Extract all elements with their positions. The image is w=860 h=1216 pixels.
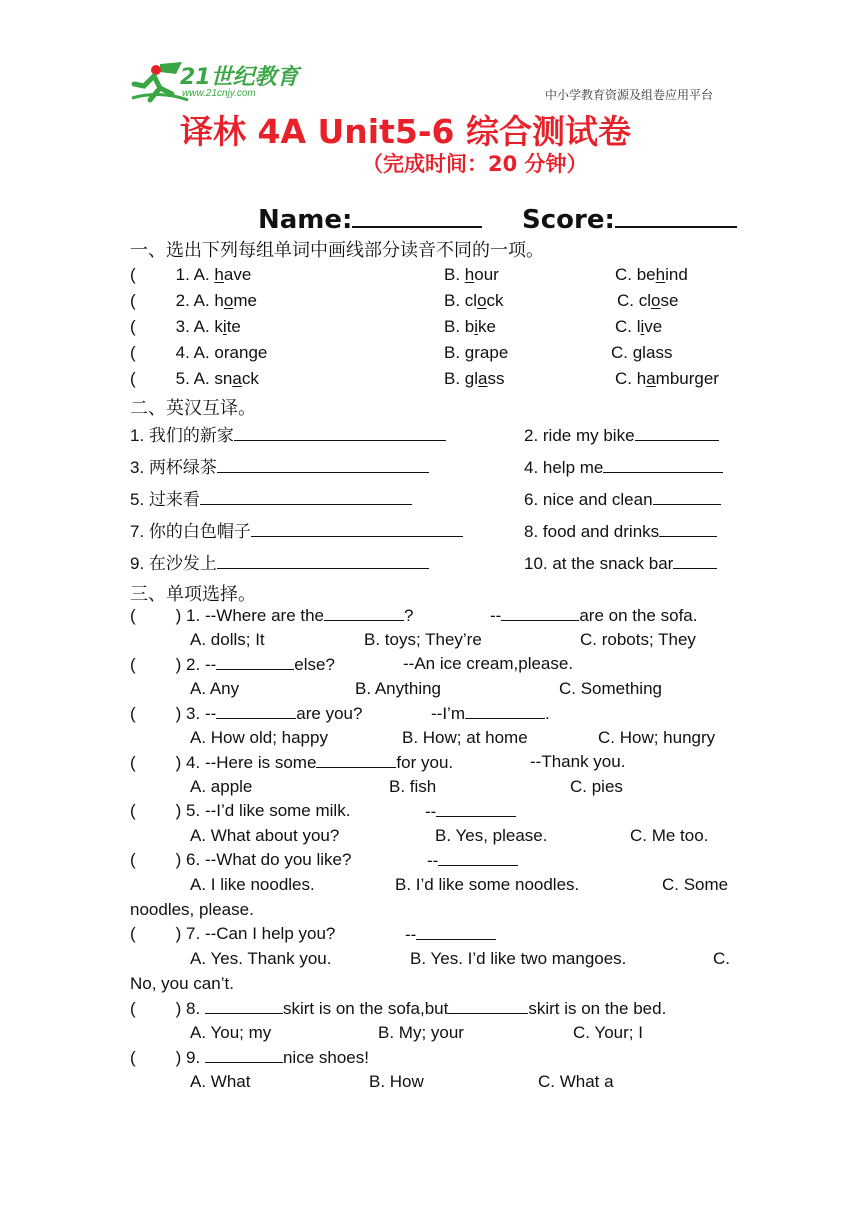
answer-blank[interactable]	[324, 605, 404, 621]
s3-q6-answer: --	[427, 850, 518, 871]
s3-q3-a[interactable]: A. How old; happy	[190, 728, 328, 747]
s3-q9-b[interactable]: B. How	[369, 1072, 424, 1091]
s1-row-1-b: B. hour	[444, 265, 499, 284]
s3-q7-c-cont: No, you can’t.	[130, 974, 234, 993]
s3-q6-a[interactable]: A. I like noodles.	[190, 875, 315, 894]
s3-q4-c[interactable]: C. pies	[570, 777, 623, 796]
s3-q6-c-cont: noodles, please.	[130, 900, 254, 919]
s1-row-4: ( 4. A. orange	[130, 343, 268, 362]
s3-q4-b[interactable]: B. fish	[389, 777, 437, 796]
s3-q8: ( ) 8. skirt is on the sofa,but skirt is on the bed.	[130, 999, 667, 1018]
s3-q5-b[interactable]: B. Yes, please.	[435, 826, 548, 845]
score-field[interactable]	[522, 202, 737, 235]
answer-blank[interactable]	[448, 998, 528, 1014]
name-field[interactable]	[258, 202, 482, 235]
s3-q9: ( ) 9. nice shoes!	[130, 1048, 369, 1067]
s2-left-7: 7. 你的白色帽子	[130, 521, 463, 542]
answer-blank[interactable]	[316, 752, 396, 768]
answer-blank[interactable]	[635, 425, 719, 441]
s3-q9-c[interactable]: C. What a	[538, 1072, 614, 1091]
s1-row-1-c: C. behind	[615, 265, 688, 284]
section1-heading: 一、选出下列每组单词中画线部分读音不同的一项。	[130, 240, 544, 261]
name-blank[interactable]	[352, 202, 482, 228]
s2-right-8: 8. food and drinks	[524, 521, 717, 542]
answer-blank[interactable]	[436, 801, 516, 817]
s3-q4-a[interactable]: A. apple	[190, 777, 253, 796]
s1-row-2-b: B. clock	[444, 291, 504, 310]
answer-blank[interactable]	[501, 605, 579, 621]
name-label: Name:	[258, 205, 353, 235]
s1-row-5: ( 5. A. snack	[130, 369, 259, 388]
score-blank[interactable]	[615, 202, 737, 228]
s3-q2-b[interactable]: B. Anything	[355, 679, 442, 698]
s3-q5-a[interactable]: A. What about you?	[190, 826, 340, 845]
s1-row-2-c: C. close	[617, 291, 679, 310]
s2-right-2: 2. ride my bike	[524, 425, 719, 446]
s1-row-4-b: B. grape	[444, 343, 509, 362]
s3-q7-c[interactable]: C.	[713, 949, 730, 968]
platform-text: 中小学教育资源及组卷应用平台	[545, 88, 714, 102]
s1-row-2: ( 2. A. home	[130, 291, 257, 310]
s3-q6-c[interactable]: C. Some	[662, 875, 729, 894]
logo-url: www.21cnjy.com	[182, 88, 256, 99]
s2-left-9: 9. 在沙发上	[130, 553, 429, 574]
s3-q2: ( ) 2. -- else?	[130, 655, 335, 674]
s1-row-1: ( 1. A. have	[130, 265, 252, 284]
score-label: Score:	[522, 205, 615, 235]
logo	[130, 60, 300, 106]
s3-q1-b[interactable]: B. toys; They’re	[364, 630, 482, 649]
page-subtitle: （完成时间：20 分钟）	[362, 152, 588, 176]
answer-blank[interactable]	[205, 998, 283, 1014]
s2-right-4: 4. help me	[524, 457, 723, 478]
answer-blank[interactable]	[416, 924, 496, 940]
answer-blank[interactable]	[659, 521, 717, 537]
s3-q7-a[interactable]: A. Yes. Thank you.	[190, 949, 332, 968]
s1-row-3-b: B. bike	[444, 317, 496, 336]
s1-row-3-c: C. live	[615, 317, 663, 336]
s3-q9-a[interactable]: A. What	[190, 1072, 251, 1091]
answer-blank[interactable]	[216, 703, 296, 719]
s3-q2-answer: --An ice cream,please.	[403, 654, 574, 673]
s3-q1-c[interactable]: C. robots; They	[580, 630, 696, 649]
answer-blank[interactable]	[216, 654, 294, 670]
s2-right-6: 6. nice and clean	[524, 489, 721, 510]
s3-q6: ( ) 6. --What do you like?	[130, 850, 352, 869]
s3-q4: ( ) 4. --Here is some for you.	[130, 753, 454, 772]
answer-blank[interactable]	[205, 1047, 283, 1063]
s3-q2-c[interactable]: C. Something	[559, 679, 662, 698]
s3-q5: ( ) 5. --I’d like some milk.	[130, 801, 351, 820]
answer-blank[interactable]	[217, 553, 429, 569]
answer-blank[interactable]	[217, 457, 429, 473]
s3-q2-a[interactable]: A. Any	[190, 679, 240, 698]
answer-blank[interactable]	[438, 850, 518, 866]
answer-blank[interactable]	[200, 489, 412, 505]
answer-blank[interactable]	[673, 553, 717, 569]
s3-q1-answer: -- are on the sofa.	[490, 606, 698, 625]
s2-left-1: 1. 我们的新家	[130, 425, 446, 446]
s3-q3-c[interactable]: C. How; hungry	[598, 728, 716, 747]
s3-q8-a[interactable]: A. You; my	[190, 1023, 272, 1042]
s1-row-3: ( 3. A. kite	[130, 317, 241, 336]
s3-q8-c[interactable]: C. Your; I	[573, 1023, 643, 1042]
s1-row-5-c: C. hamburger	[615, 369, 719, 388]
s3-q7-answer: --	[405, 924, 496, 945]
page-title: 译林 4A Unit5-6 综合测试卷	[180, 112, 631, 151]
s3-q3-answer: --I’m .	[431, 704, 550, 723]
s3-q1: ( ) 1. --Where are the ?	[130, 606, 414, 625]
s2-left-3: 3. 两杯绿茶	[130, 457, 429, 478]
answer-blank[interactable]	[234, 425, 446, 441]
s3-q8-b[interactable]: B. My; your	[378, 1023, 464, 1042]
s3-q4-answer: --Thank you.	[530, 752, 626, 771]
s3-q5-c[interactable]: C. Me too.	[630, 826, 709, 845]
s3-q5-answer: --	[425, 801, 516, 822]
s1-row-4-c: C. glass	[611, 343, 673, 362]
section2-heading: 二、英汉互译。	[130, 398, 256, 419]
answer-blank[interactable]	[603, 457, 723, 473]
answer-blank[interactable]	[251, 521, 463, 537]
s2-right-10: 10. at the snack bar	[524, 553, 717, 574]
logo-text: 21世纪教育	[180, 65, 299, 90]
s3-q3-b[interactable]: B. How; at home	[402, 728, 528, 747]
s3-q7: ( ) 7. --Can I help you?	[130, 924, 336, 943]
s3-q1-a[interactable]: A. dolls; It	[190, 630, 265, 649]
answer-blank[interactable]	[653, 489, 721, 505]
s2-left-5: 5. 过来看	[130, 489, 412, 510]
s3-q3: ( ) 3. -- are you?	[130, 704, 363, 723]
answer-blank[interactable]	[465, 703, 545, 719]
s3-q6-b[interactable]: B. I’d like some noodles.	[395, 875, 580, 894]
s1-row-5-b: B. glass	[444, 369, 505, 388]
section3-heading: 三、单项选择。	[130, 584, 256, 605]
s3-q7-b[interactable]: B. Yes. I’d like two mangoes.	[410, 949, 627, 968]
